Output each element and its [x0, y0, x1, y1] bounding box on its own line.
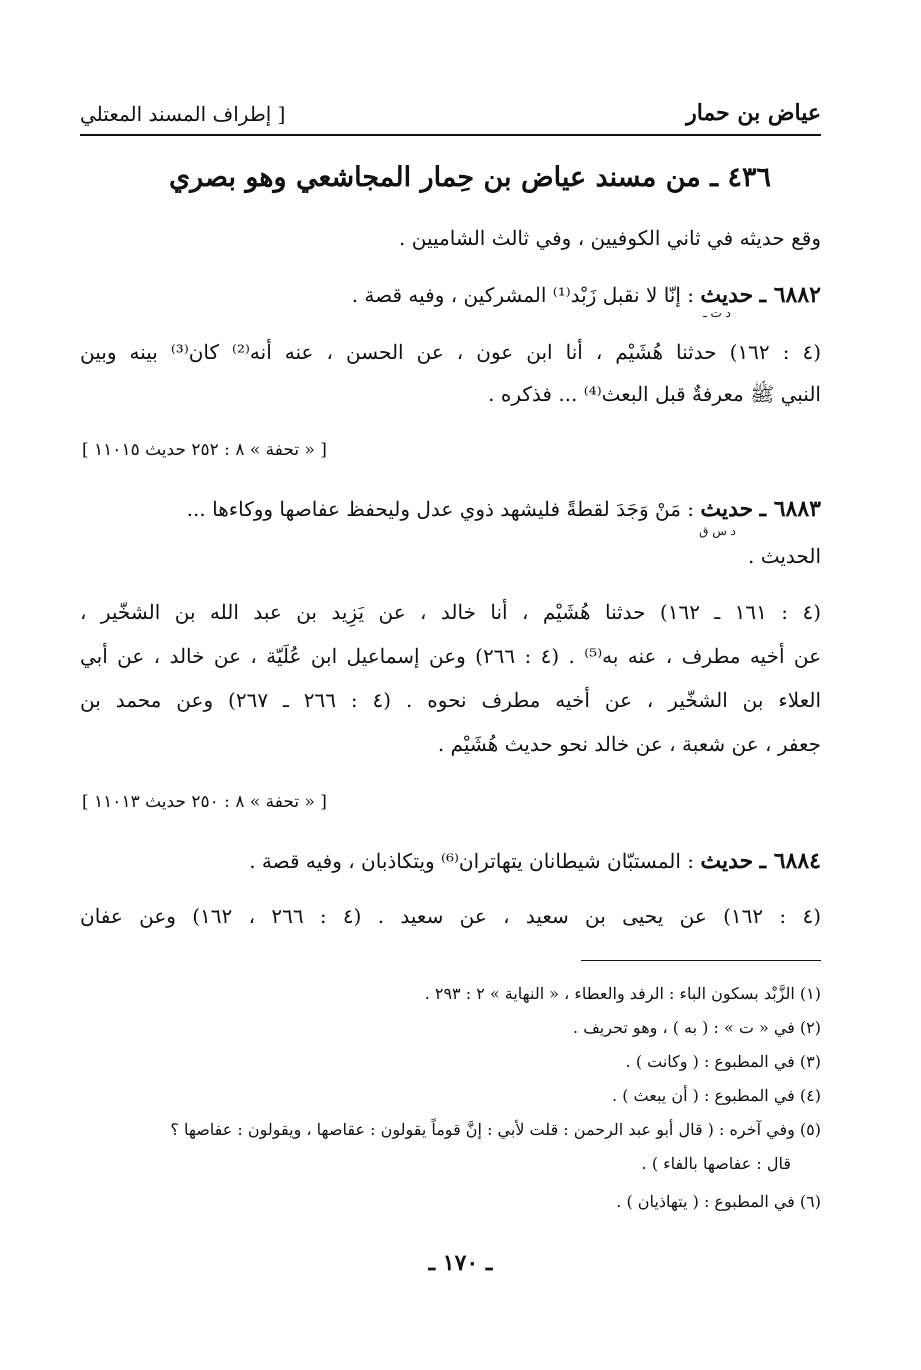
hadith-6883-matn-cont: الحديث .	[748, 544, 821, 568]
section-title: ٤٣٦ ـ من مسند عياض بن حِمار المجاشعي وهو بصري	[169, 162, 771, 193]
hadith-6883-isnad-1: (٤ : ١٦١ ـ ١٦٢) حدثنا هُشَيْم ، أنا خالد ، عن يَزِيد بن عبد الله بن الشخّير ،	[80, 600, 822, 624]
hadith-6883-isnad-4: جعفر ، عن شعبة ، عن خالد نحو حديث هُشَيْم .	[437, 732, 821, 756]
running-header-title: عياض بن حمار	[686, 100, 821, 126]
footnote-5: (٥) وفي آخره : ( قال أبو عبد الرحمن : قلت لأبي : إنَّ قوماً يقولون : عقاصها ، ويقولون : عفاصها ؟	[170, 1120, 821, 1139]
hadith-label: حديث	[700, 848, 754, 874]
hadith-matn: : مَنْ وَجَدَ لقطةً فليشهد ذوي عدل وليحفظ عفاصها ووكاءها ...	[186, 497, 695, 521]
hadith-6884-isnad-1: (٤ : ١٦٢) عن يحيى بن سعيد ، عن سعيد . (٤ : ٢٦٦ ، ١٦٢) وعن عفان	[80, 904, 821, 928]
hadith-number: ٦٨٨٤ ـ	[759, 848, 821, 874]
hadith-6883-isnad-2: عن أخيه مطرف ، عنه به⁽⁵⁾ . (٤ : ٢٦٦) وعن إسماعيل ابن عُلَيّة ، عن خالد ، عن أبي	[80, 644, 822, 668]
hadith-6883-heading	[187, 498, 821, 520]
hadith-6882-heading	[352, 284, 821, 306]
hadith-6883-rumuz: د س ق	[699, 524, 736, 538]
footnote-separator	[581, 960, 821, 961]
hadith-6882-isnad-2: النبي ﷺ معرفةٌ قبل البعث⁽⁴⁾ ... فذكره .	[488, 382, 821, 406]
hadith-label: حديث	[700, 282, 754, 308]
hadith-number: ٦٨٨٣ ـ	[759, 496, 821, 522]
footnote-6: (٦) في المطبوع : ( يتهاذيان ) .	[616, 1192, 821, 1211]
running-header-book: [ إطراف المسند المعتلي	[80, 102, 286, 126]
hadith-6882-isnad-1: (٤ : ١٦٢) حدثنا هُشَيْم ، أنا ابن عون ، عن الحسن ، عنه أنه⁽²⁾ كان⁽³⁾ بينه وبين	[80, 340, 822, 364]
hadith-label: حديث	[700, 496, 754, 522]
footnote-2: (٢) في « ت » : ( به ) ، وهو تحريف .	[573, 1018, 821, 1037]
page-number: ـ ١٧٠ ـ	[428, 1250, 493, 1276]
hadith-6882-rumuz: د ت ـ	[703, 306, 731, 320]
hadith-6883-isnad-3: العلاء بن الشخّير ، عن أخيه مطرف نحوه . (٤ : ٢٦٦ ـ ٢٦٧) وعن محمد بن	[80, 688, 822, 712]
footnote-5-continued: قال : عفاصها بالفاء ) .	[641, 1154, 791, 1173]
hadith-6884-heading	[249, 850, 821, 872]
header-rule	[80, 134, 821, 136]
hadith-matn: : المستبّان شيطانان يتهاتران⁽⁶⁾ ويتكاذبان ، وفيه قصة .	[249, 849, 695, 873]
footnote-4: (٤) في المطبوع : ( أن يبعث ) .	[612, 1086, 821, 1105]
hadith-matn: : إنّا لا نقبل زَبْد⁽¹⁾ المشركين ، وفيه قصة .	[351, 283, 695, 307]
hadith-6882-tuhfa-ref: [ « تحفة » ٨ : ٢٥٢ حديث ١١٠١٥ ]	[82, 440, 327, 460]
footnote-3: (٣) في المطبوع : ( وكانت ) .	[625, 1052, 821, 1071]
footnote-1: (١) الزَّبْد بسكون الباء : الرفد والعطاء ، « النهاية » ٢ : ٢٩٣ .	[424, 984, 821, 1003]
hadith-6883-tuhfa-ref: [ « تحفة » ٨ : ٢٥٠ حديث ١١٠١٣ ]	[82, 792, 327, 812]
intro-text: وقع حديثه في ثاني الكوفيين ، وفي ثالث الشاميين .	[399, 226, 821, 250]
hadith-number: ٦٨٨٢ ـ	[759, 282, 821, 308]
